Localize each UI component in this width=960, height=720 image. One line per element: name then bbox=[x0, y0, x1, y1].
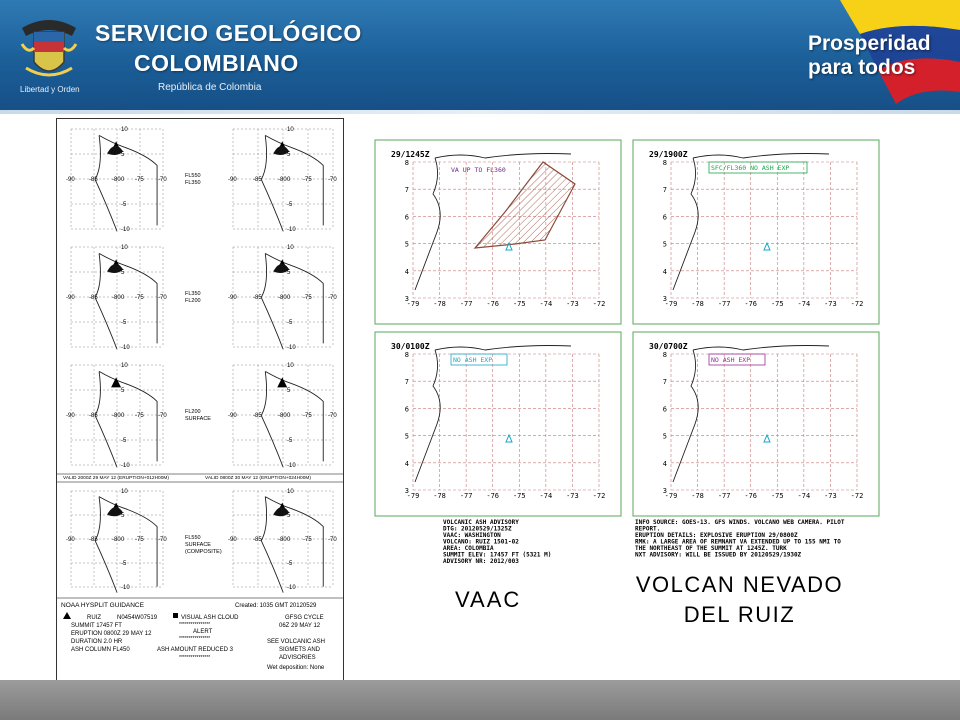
vaac-advisory-figure bbox=[373, 138, 881, 572]
vaac-lat-tick: 3 bbox=[662, 295, 667, 303]
hysplit-lon-tick: -90 bbox=[66, 413, 75, 420]
vaac-lat-tick: 8 bbox=[404, 159, 409, 167]
hysplit-level-label: FL550 bbox=[185, 535, 201, 541]
hysplit-lat-tick: -10 bbox=[121, 345, 130, 351]
hysplit-lon-tick: -70 bbox=[328, 413, 337, 420]
vaac-lat-tick: 6 bbox=[662, 213, 667, 222]
hysplit-lat-tick: -5 bbox=[287, 320, 293, 326]
vaac-lon-tick: -79 bbox=[406, 300, 420, 308]
vaac-lon-tick: -78 bbox=[691, 300, 704, 308]
hysplit-lat-tick: -5 bbox=[121, 561, 127, 567]
vaac-lat-tick: 7 bbox=[404, 378, 409, 387]
hysplit-lon-tick: -90 bbox=[66, 295, 75, 302]
hysplit-map-cell bbox=[228, 127, 337, 233]
hysplit-lon-tick: -75 bbox=[303, 295, 312, 302]
stars-line-3: **************** bbox=[179, 655, 211, 661]
advisory-right-line: RMK: A LARGE AREA OF REMNANT VA EXTENDED UP TO 155 NMI TO bbox=[635, 538, 841, 546]
caption-volcano-line1: VOLCAN NEVADO bbox=[635, 572, 844, 597]
vaac-lon-tick: -73 bbox=[824, 300, 837, 308]
caption-vaac: VAAC bbox=[455, 587, 522, 612]
advisory-right-line: REPORT. bbox=[635, 525, 661, 533]
hysplit-lon-tick: -85 bbox=[89, 413, 98, 420]
hysplit-lat-tick: 10 bbox=[121, 245, 128, 251]
hysplit-lat-tick: -5 bbox=[287, 438, 293, 444]
hysplit-lat-tick: -10 bbox=[287, 345, 296, 351]
visual-ash-text: VISUAL ASH CLOUD bbox=[181, 615, 239, 621]
advisory-right-line: ERUPTION DETAILS: EXPLOSIVE ERUPTION 29/0800Z bbox=[635, 532, 798, 539]
hysplit-lon-tick: -75 bbox=[303, 537, 312, 544]
vaac-lat-tick: 8 bbox=[662, 351, 667, 359]
vaac-lat-tick: 7 bbox=[662, 378, 667, 387]
hysplit-lat-tick: 10 bbox=[121, 489, 128, 495]
hysplit-lat-tick: 5 bbox=[121, 270, 125, 276]
vaac-lat-tick: 5 bbox=[404, 240, 409, 249]
hysplit-lon-tick: -75 bbox=[135, 537, 144, 544]
valid-left-text: VALID 2000Z 29 MAY 12 (ERUPTION+012H00M) bbox=[63, 476, 169, 481]
advisory-left-line: SUMMIT ELEV: 17457 FT (5321 M) bbox=[443, 551, 552, 559]
hysplit-lat-tick: 5 bbox=[121, 152, 125, 158]
stars-line-1: **************** bbox=[179, 622, 211, 628]
volcano-triangle-icon bbox=[111, 377, 121, 387]
hysplit-lon-tick: -80 bbox=[278, 295, 287, 302]
vaac-lat-tick: 4 bbox=[404, 267, 409, 276]
vaac-lat-tick: 5 bbox=[662, 240, 667, 249]
hysplit-map-cell bbox=[66, 363, 167, 469]
duration-text: DURATION 2.0 HR bbox=[71, 639, 123, 645]
hysplit-lat-tick: 5 bbox=[121, 388, 125, 394]
hysplit-lon-tick: -85 bbox=[253, 295, 262, 302]
see-line-3: ADVISORIES bbox=[279, 655, 316, 661]
vaac-lon-tick: -78 bbox=[433, 492, 446, 500]
vaac-lon-tick: -75 bbox=[512, 492, 526, 500]
vaac-lon-tick: -75 bbox=[512, 300, 526, 308]
vaac-lon-tick: -72 bbox=[850, 300, 864, 308]
hysplit-lon-tick: -70 bbox=[328, 537, 337, 544]
hysplit-lon-tick: -85 bbox=[253, 177, 262, 184]
hysplit-lat-tick: 10 bbox=[287, 245, 294, 251]
svg-text:NO ASH EXP: NO ASH EXP bbox=[453, 356, 493, 364]
hysplit-lat-tick: 0 bbox=[121, 537, 125, 543]
vaac-lat-tick: 4 bbox=[662, 459, 667, 468]
vaac-panel-time: 29/1245Z bbox=[391, 150, 430, 159]
footer-bar bbox=[0, 680, 960, 720]
hysplit-map-cell bbox=[228, 245, 337, 351]
vaac-forecast-panel bbox=[633, 332, 879, 516]
hysplit-lon-tick: -90 bbox=[228, 413, 237, 420]
vaac-lat-tick: 8 bbox=[404, 351, 409, 359]
hysplit-map-cell bbox=[66, 489, 167, 593]
advisory-right-line: INFO SOURCE: GOES-13. GFS WINDS. VOLCANO WEB CAMERA. PILOT bbox=[635, 519, 845, 526]
hysplit-lon-tick: -80 bbox=[278, 413, 287, 420]
vaac-lat-tick: 6 bbox=[404, 213, 409, 222]
hysplit-map-cell bbox=[228, 363, 337, 469]
volcano-coords: N0454W07519 bbox=[117, 615, 158, 621]
slogan-line1: Prosperidad bbox=[808, 32, 931, 55]
vaac-lon-tick: -74 bbox=[797, 300, 811, 308]
volcano-triangle-icon bbox=[277, 377, 287, 387]
vaac-lon-tick: -73 bbox=[824, 492, 837, 500]
stars-line-2: **************** bbox=[179, 636, 211, 642]
hysplit-lat-tick: -10 bbox=[121, 585, 130, 591]
vaac-lat-tick: 4 bbox=[662, 267, 667, 276]
vaac-lat-tick: 4 bbox=[404, 459, 409, 468]
advisory-left-line: AREA: COLOMBIA bbox=[443, 545, 494, 552]
hysplit-map-cell bbox=[66, 127, 167, 233]
vaac-lon-tick: -78 bbox=[433, 300, 446, 308]
hysplit-lat-tick: 0 bbox=[121, 413, 125, 419]
hysplit-lon-tick: -80 bbox=[112, 177, 121, 184]
alert-text: ALERT bbox=[193, 629, 213, 635]
hysplit-lon-tick: -75 bbox=[135, 295, 144, 302]
vaac-lon-tick: -72 bbox=[850, 492, 864, 500]
hysplit-lon-tick: -85 bbox=[253, 537, 262, 544]
wet-deposition-text: Wet deposition: None bbox=[267, 665, 325, 671]
hysplit-lat-tick: 5 bbox=[287, 513, 291, 519]
hysplit-level-label: FL350 bbox=[185, 180, 201, 186]
vaac-lon-tick: -74 bbox=[539, 300, 553, 308]
org-name-line1: SERVICIO GEOLÓGICO bbox=[95, 20, 362, 46]
hysplit-lat-tick: 5 bbox=[287, 270, 291, 276]
see-line-1: SEE VOLCANIC ASH bbox=[267, 639, 326, 645]
hysplit-map-cell bbox=[66, 245, 167, 351]
hysplit-level-label: FL350 bbox=[185, 291, 201, 297]
svg-text:NO ASH EXP: NO ASH EXP bbox=[711, 356, 751, 364]
vaac-forecast-panel bbox=[633, 140, 879, 324]
vaac-lat-tick: 3 bbox=[662, 487, 667, 495]
vaac-lon-tick: -75 bbox=[770, 492, 784, 500]
vaac-lon-tick: -77 bbox=[459, 492, 473, 500]
vaac-lon-tick: -77 bbox=[459, 300, 473, 308]
valid-right-text: VALID 0800Z 30 MAY 12 (ERUPTION+024H00M) bbox=[205, 476, 311, 481]
vaac-lat-tick: 6 bbox=[662, 405, 667, 414]
hysplit-map-cell bbox=[228, 489, 337, 593]
vaac-lon-tick: -77 bbox=[717, 492, 731, 500]
advisory-left-line: DTG: 20120529/1325Z bbox=[443, 525, 512, 533]
vaac-lon-tick: -76 bbox=[486, 300, 500, 308]
hysplit-lat-tick: 0 bbox=[121, 295, 125, 301]
caption-volcano bbox=[612, 570, 867, 630]
advisory-left-line: ADVISORY NR: 2012/003 bbox=[443, 558, 519, 565]
advisory-left-line: VOLCANIC ASH ADVISORY bbox=[443, 519, 519, 526]
advisory-left-line: VOLCANO: RUIZ 1501-02 bbox=[443, 538, 519, 546]
vaac-forecast-panel bbox=[375, 332, 621, 516]
guidance-title: NOAA HYSPLIT GUIDANCE bbox=[61, 602, 144, 609]
vaac-panel-time: 30/0700Z bbox=[649, 342, 688, 351]
hysplit-level-label: (COMPOSITE) bbox=[185, 549, 222, 555]
visual-ash-square-icon bbox=[173, 613, 178, 618]
gfsg-time-text: 06Z 29 MAY 12 bbox=[279, 623, 321, 629]
hysplit-lon-tick: -90 bbox=[228, 295, 237, 302]
vaac-forecast-panel bbox=[375, 140, 621, 324]
hysplit-lon-tick: -70 bbox=[328, 295, 337, 302]
vaac-lat-tick: 6 bbox=[404, 405, 409, 414]
hysplit-lat-tick: 5 bbox=[121, 513, 125, 519]
slogan-line2: para todos bbox=[808, 56, 916, 79]
vaac-lat-tick: 5 bbox=[662, 432, 667, 441]
hysplit-lon-tick: -75 bbox=[135, 177, 144, 184]
hysplit-lon-tick: -85 bbox=[89, 177, 98, 184]
vaac-lon-tick: -79 bbox=[406, 492, 420, 500]
hysplit-lat-tick: 10 bbox=[287, 127, 294, 133]
hysplit-lat-tick: -10 bbox=[287, 585, 296, 591]
volcano-name: RUIZ bbox=[87, 615, 101, 621]
hysplit-level-label: FL550 bbox=[185, 173, 201, 179]
hysplit-lat-tick: 10 bbox=[121, 127, 128, 133]
vaac-lat-tick: 5 bbox=[404, 432, 409, 441]
hysplit-lat-tick: 10 bbox=[121, 363, 128, 369]
see-line-2: SIGMETS AND bbox=[279, 647, 321, 653]
vaac-lon-tick: -72 bbox=[592, 300, 606, 308]
org-name-line2: COLOMBIANO bbox=[134, 50, 299, 76]
hysplit-lon-tick: -90 bbox=[66, 537, 75, 544]
hysplit-lon-tick: -90 bbox=[228, 537, 237, 544]
hysplit-level-label: SURFACE bbox=[185, 416, 211, 422]
svg-text:VA UP TO FL360: VA UP TO FL360 bbox=[451, 166, 506, 174]
hysplit-lat-tick: 0 bbox=[287, 413, 291, 419]
hysplit-lat-tick: 0 bbox=[287, 537, 291, 543]
hysplit-lat-tick: 10 bbox=[287, 489, 294, 495]
hysplit-lat-tick: 10 bbox=[287, 363, 294, 369]
eruption-text: ERUPTION 0800Z 29 MAY 12 bbox=[71, 631, 152, 637]
hysplit-lon-tick: -80 bbox=[112, 295, 121, 302]
svg-text:SFC/FL360 NO ASH EXP: SFC/FL360 NO ASH EXP bbox=[711, 164, 790, 172]
hysplit-lat-tick: -5 bbox=[287, 202, 293, 208]
header-divider bbox=[0, 110, 960, 114]
hysplit-lon-tick: -80 bbox=[278, 177, 287, 184]
advisory-right-line: NXT ADVISORY: WILL BE ISSUED BY 20120529/1930Z bbox=[635, 551, 802, 559]
gfsg-text: GFSG CYCLE bbox=[285, 615, 324, 621]
hysplit-lon-tick: -75 bbox=[135, 413, 144, 420]
hysplit-lat-tick: 5 bbox=[287, 152, 291, 158]
vaac-lat-tick: 7 bbox=[404, 186, 409, 195]
hysplit-lat-tick: -10 bbox=[121, 227, 130, 233]
hysplit-lat-tick: -10 bbox=[287, 463, 296, 469]
advisory-right-line: THE NORTHEAST OF THE SUMMIT AT 1245Z. TURK bbox=[635, 545, 787, 552]
ash-amount-text: ASH AMOUNT REDUCED 3 bbox=[157, 647, 233, 653]
vaac-lon-tick: -77 bbox=[717, 300, 731, 308]
motto-text: Libertad y Orden bbox=[20, 85, 80, 94]
hysplit-lon-tick: -80 bbox=[112, 537, 121, 544]
hysplit-lon-tick: -70 bbox=[158, 413, 167, 420]
hysplit-lat-tick: -5 bbox=[121, 202, 127, 208]
hysplit-lat-tick: 0 bbox=[287, 295, 291, 301]
hysplit-lon-tick: -75 bbox=[303, 177, 312, 184]
hysplit-lat-tick: -5 bbox=[121, 438, 127, 444]
vaac-panel-time: 30/0100Z bbox=[391, 342, 430, 351]
hysplit-lon-tick: -70 bbox=[158, 537, 167, 544]
vaac-lon-tick: -74 bbox=[539, 492, 553, 500]
advisory-left-line: VAAC: WASHINGTON bbox=[443, 532, 501, 539]
vaac-lon-tick: -72 bbox=[592, 492, 606, 500]
coat-of-arms-icon bbox=[14, 14, 84, 96]
hysplit-lat-tick: 0 bbox=[287, 177, 291, 183]
caption-volcano-line2: DEL RUIZ bbox=[683, 602, 796, 627]
hysplit-lon-tick: -80 bbox=[278, 537, 287, 544]
hysplit-lat-tick: -5 bbox=[287, 561, 293, 567]
hysplit-lon-tick: -70 bbox=[158, 177, 167, 184]
vaac-lon-tick: -76 bbox=[744, 492, 758, 500]
vaac-lon-tick: -76 bbox=[486, 492, 500, 500]
hysplit-level-label: SURFACE bbox=[185, 542, 211, 548]
hysplit-lat-tick: -5 bbox=[121, 320, 127, 326]
hysplit-lon-tick: -80 bbox=[112, 413, 121, 420]
volcano-triangle-icon bbox=[63, 612, 71, 619]
vaac-lon-tick: -76 bbox=[744, 300, 758, 308]
hysplit-lon-tick: -75 bbox=[303, 413, 312, 420]
hysplit-lat-tick: -10 bbox=[121, 463, 130, 469]
hysplit-lon-tick: -85 bbox=[253, 413, 262, 420]
vaac-lat-tick: 3 bbox=[404, 487, 409, 495]
hysplit-lat-tick: 5 bbox=[287, 388, 291, 394]
vaac-lon-tick: -79 bbox=[664, 492, 678, 500]
hysplit-lon-tick: -85 bbox=[89, 537, 98, 544]
hysplit-level-label: FL200 bbox=[185, 409, 201, 415]
vaac-panel-time: 29/1900Z bbox=[649, 150, 688, 159]
hysplit-guidance-figure bbox=[56, 118, 344, 684]
vaac-lon-tick: -73 bbox=[566, 492, 579, 500]
ash-column-text: ASH COLUMN FL450 bbox=[71, 647, 130, 653]
hysplit-lat-tick: -10 bbox=[287, 227, 296, 233]
summit-text: SUMMIT 17457 FT bbox=[71, 623, 122, 629]
vaac-lat-tick: 3 bbox=[404, 295, 409, 303]
hysplit-lat-tick: 0 bbox=[121, 177, 125, 183]
vaac-lon-tick: -79 bbox=[664, 300, 678, 308]
vaac-lat-tick: 8 bbox=[662, 159, 667, 167]
hysplit-lon-tick: -70 bbox=[328, 177, 337, 184]
hysplit-lon-tick: -90 bbox=[66, 177, 75, 184]
vaac-lon-tick: -73 bbox=[566, 300, 579, 308]
vaac-lat-tick: 7 bbox=[662, 186, 667, 195]
vaac-lon-tick: -74 bbox=[797, 492, 811, 500]
hysplit-lon-tick: -90 bbox=[228, 177, 237, 184]
hysplit-level-label: FL200 bbox=[185, 298, 201, 304]
created-text: Created: 1035 GMT 20120529 bbox=[235, 603, 317, 609]
vaac-lon-tick: -78 bbox=[691, 492, 704, 500]
vaac-panel-note bbox=[451, 166, 506, 174]
vaac-lon-tick: -75 bbox=[770, 300, 784, 308]
hysplit-lon-tick: -85 bbox=[89, 295, 98, 302]
hysplit-lon-tick: -70 bbox=[158, 295, 167, 302]
country-text: República de Colombia bbox=[158, 82, 262, 93]
